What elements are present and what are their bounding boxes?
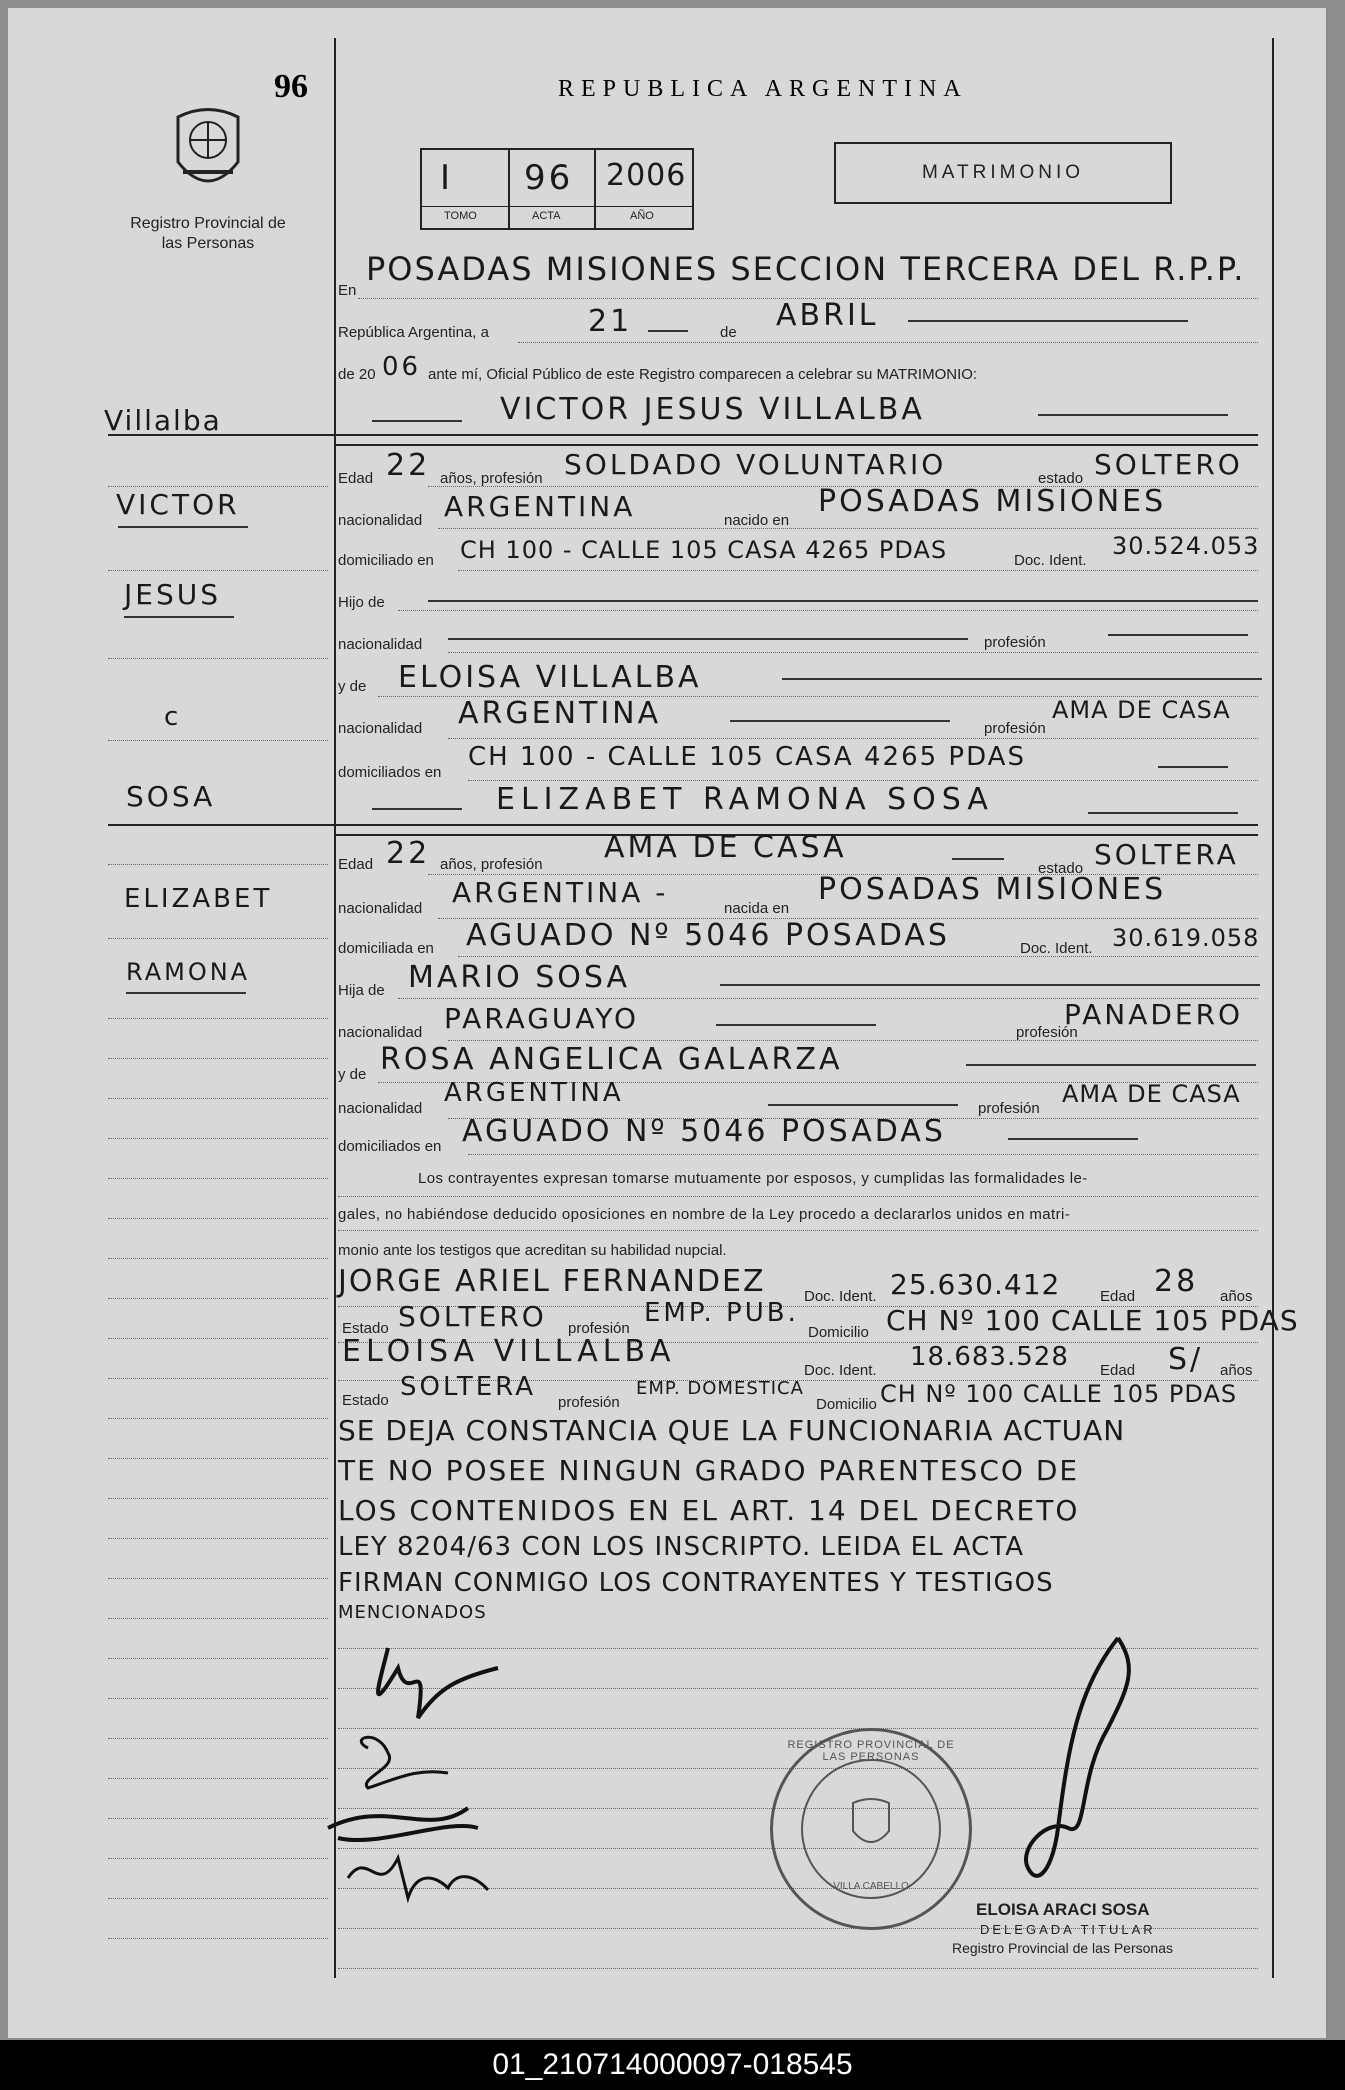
seal-emblem-icon (847, 1795, 895, 1855)
bride-father-nat-label: nacionalidad (338, 1024, 423, 1041)
declaration-text: ante mí, Oficial Público de este Registro comparecen a celebrar su MATRIMONIO: (428, 366, 978, 383)
bride-mother-nat-label: nacionalidad (338, 1100, 423, 1117)
groom-section-rule (108, 434, 1258, 436)
official-seal (770, 1728, 972, 1930)
note-line-4: LEY 8204/63 CON LOS INSCRIPTO. LEIDA EL ACTA (338, 1532, 1024, 1562)
bride-mother-label: y de (338, 1066, 367, 1083)
bride-edad-label: Edad (338, 856, 374, 873)
month-value: ABRIL (776, 298, 879, 333)
witness2-dom-label: Domicilio (816, 1396, 877, 1413)
bride-father: MARIO SOSA (408, 960, 631, 995)
bride-mother: ROSA ANGELICA GALARZA (380, 1042, 843, 1077)
formula-line-1: Los contrayentes expresan tomarse mutuamente por esposos, y cumplidas las formalidades le- (418, 1170, 1088, 1187)
document-page (8, 8, 1326, 2038)
official-org: Registro Provincial de las Personas (952, 1940, 1173, 1956)
official-name: ELOISA ARACI SOSA (976, 1900, 1150, 1919)
witness2-doc: 18.683.528 (910, 1342, 1069, 1372)
acta-value: 96 (524, 158, 574, 198)
witness2-estado-label: Estado (342, 1392, 389, 1409)
bride-anos-label: años, profesión (440, 856, 543, 873)
witness1-anos-label: años (1220, 1288, 1253, 1305)
margin-name-2: JESUS (124, 578, 221, 611)
bride-father-prof: PANADERO (1064, 998, 1244, 1031)
witness1-name: JORGE ARIEL FERNANDEZ (338, 1264, 766, 1299)
groom-status: SOLTERO (1094, 448, 1243, 481)
registry-name: Registro Provincial de las Personas (130, 215, 286, 252)
witness2-anos-label: años (1220, 1362, 1253, 1379)
groom-nat-label: nacionalidad (338, 512, 423, 529)
groom-father-nat-label: nacionalidad (338, 636, 423, 653)
witness1-status: SOLTERO (398, 1300, 547, 1333)
groom-parents-dom-label: domiciliados en (338, 764, 442, 781)
en-label: En (338, 282, 357, 299)
bride-hija-label: Hija de (338, 982, 385, 999)
groom-profession: SOLDADO VOLUNTARIO (564, 448, 947, 481)
groom-mother-prof-label: profesión (984, 720, 1046, 737)
groom-edad-label: Edad (338, 470, 374, 487)
bride-profession: AMA DE CASA (604, 830, 847, 865)
groom-parents-address: CH 100 - CALLE 105 CASA 4265 PDAS (468, 742, 1026, 772)
groom-doc-label: Doc. Ident. (1014, 552, 1087, 569)
seal-text: REGISTRO PROVINCIAL DE LAS PERSONAS (787, 1739, 955, 1763)
margin-name-1: VICTOR (116, 488, 240, 521)
margin-name-3: ELIZABET (124, 884, 273, 914)
groom-birthplace: POSADAS MISIONES (818, 484, 1167, 519)
document-type: MATRIMONIO (921, 162, 1085, 183)
bride-section-rule (108, 824, 1258, 826)
bride-mother-prof: AMA DE CASA (1062, 1080, 1241, 1108)
bride-nacida-label: nacida en (724, 900, 790, 917)
bride-nationality: ARGENTINA - (452, 876, 669, 909)
bride-doc: 30.619.058 (1112, 924, 1260, 952)
witness1-estado-label: Estado (342, 1320, 389, 1337)
note-line-2: TE NO POSEE NINGUN GRADO PARENTESCO DE (338, 1454, 1080, 1487)
place-text: POSADAS MISIONES SECCION TERCERA DEL R.P.P. (366, 250, 1246, 288)
witness1-doc-label: Doc. Ident. (804, 1288, 877, 1305)
signature-scribbles (308, 1628, 568, 1928)
de-label: de (720, 324, 737, 341)
tomo-label: TOMO (444, 210, 477, 222)
groom-mother: ELOISA VILLALBA (398, 660, 702, 695)
bride-father-prof-label: profesión (1016, 1024, 1078, 1041)
witness1-doc: 25.630.412 (890, 1268, 1061, 1301)
groom-nacido-label: nacido en (724, 512, 790, 529)
seal-inner: VILLA CABELLO (833, 1881, 909, 1892)
republica-label: República Argentina, a (338, 324, 489, 341)
witness2-name: ELOISA VILLALBA (342, 1334, 676, 1369)
groom-nationality: ARGENTINA (444, 490, 636, 523)
bride-parents-address: AGUADO Nº 5046 POSADAS (462, 1114, 946, 1149)
page-number: 96 (274, 68, 308, 105)
groom-dom-label: domiciliado en (338, 552, 434, 569)
bride-estado-label: estado (1038, 860, 1084, 877)
witness1-age: 28 (1154, 1264, 1199, 1299)
witness1-edad-label: Edad (1100, 1288, 1136, 1305)
bride-address: AGUADO Nº 5046 POSADAS (466, 918, 950, 953)
witness1-address: CH Nº 100 CALLE 105 PDAS (886, 1304, 1299, 1337)
note-line-6: MENCIONADOS (338, 1602, 487, 1623)
witness2-address: CH Nº 100 CALLE 105 PDAS (880, 1380, 1238, 1408)
year-suffix: 06 (382, 352, 422, 382)
right-border (1272, 38, 1274, 1978)
groom-mother-label: y de (338, 678, 367, 695)
witness1-prof-label: profesión (568, 1320, 630, 1337)
witness1-dom-label: Domicilio (808, 1324, 869, 1341)
day-value: 21 (588, 304, 633, 339)
witness2-edad-label: Edad (1100, 1362, 1136, 1379)
groom-full-name: VICTOR JESUS VILLALBA (500, 392, 925, 427)
official-title: DELEGADA TITULAR (980, 1922, 1156, 1937)
bride-full-name: ELIZABET RAMONA SOSA (496, 782, 994, 817)
margin-name-4: RAMONA (126, 958, 251, 986)
document-type-box (834, 142, 1172, 204)
bride-mother-prof-label: profesión (978, 1100, 1040, 1117)
tomo-value: I (440, 158, 454, 198)
margin-conj: c (164, 702, 182, 732)
groom-mother-nat-label: nacionalidad (338, 720, 423, 737)
official-signature (998, 1628, 1158, 1928)
groom-hijo-label: Hijo de (338, 594, 385, 611)
witness2-status: SOLTERA (400, 1372, 536, 1402)
groom-mother-prof: AMA DE CASA (1052, 696, 1231, 724)
witness2-age: S/ (1168, 1342, 1204, 1377)
bride-dom-label: domiciliada en (338, 940, 434, 957)
groom-age: 22 (386, 448, 431, 483)
witness2-doc-label: Doc. Ident. (804, 1362, 877, 1379)
witness1-profession: EMP. PUB. (644, 1298, 799, 1328)
record-id-box (420, 148, 694, 230)
bride-status: SOLTERA (1094, 838, 1239, 871)
groom-doc: 30.524.053 (1112, 532, 1260, 560)
bride-birthplace: POSADAS MISIONES (818, 872, 1167, 907)
coat-of-arms-icon (168, 102, 248, 202)
ano-label: AÑO (630, 210, 654, 222)
note-line-5: FIRMAN CONMIGO LOS CONTRAYENTES Y TESTIGOS (338, 1568, 1054, 1598)
note-line-1: SE DEJA CONSTANCIA QUE LA FUNCIONARIA ACTUAN (338, 1414, 1126, 1447)
groom-address: CH 100 - CALLE 105 CASA 4265 PDAS (460, 536, 948, 564)
year-prefix: de 20 (338, 366, 376, 383)
bride-age: 22 (386, 836, 431, 871)
witness2-profession: EMP. DOMESTICA (636, 1378, 804, 1399)
scan-reference: 01_210714000097-018545 (0, 2040, 1345, 2090)
acta-label: ACTA (532, 210, 561, 222)
bride-parents-dom-label: domiciliados en (338, 1138, 442, 1155)
formula-line-3: monio ante los testigos que acreditan su habilidad nupcial. (338, 1242, 727, 1259)
bride-doc-label: Doc. Ident. (1020, 940, 1093, 957)
margin-surname-2: SOSA (126, 780, 216, 813)
country-heading: REPUBLICA ARGENTINA (558, 76, 968, 102)
bride-mother-nat: ARGENTINA (444, 1078, 624, 1108)
groom-father-prof-label: profesión (984, 634, 1046, 651)
groom-estado-label: estado (1038, 470, 1084, 487)
formula-line-2: gales, no habiéndose deducido oposiciones en nombre de la Ley procedo a declararlos unidos en matri- (338, 1206, 1071, 1223)
groom-mother-nat: ARGENTINA (458, 696, 662, 731)
groom-anos-label: años, profesión (440, 470, 543, 487)
margin-surname: Villalba (104, 404, 222, 437)
witness2-prof-label: profesión (558, 1394, 620, 1411)
bride-nat-label: nacionalidad (338, 900, 423, 917)
ano-value: 2006 (606, 158, 687, 193)
note-line-3: LOS CONTENIDOS EN EL ART. 14 DEL DECRETO (338, 1494, 1080, 1527)
bride-father-nat: PARAGUAYO (444, 1002, 640, 1035)
